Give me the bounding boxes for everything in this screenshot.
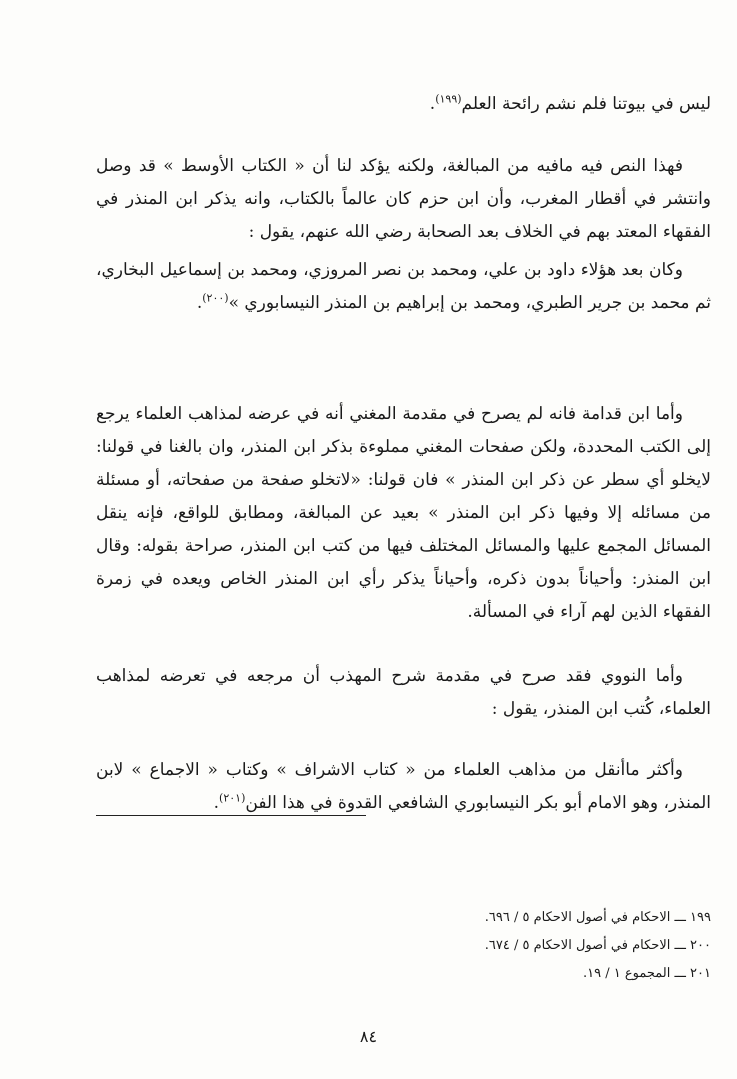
quote-text-2: وأكثر ماأنقل من مذاهب العلماء من « كتاب الاشراف » وكتاب « الاجماع » لابن المنذر، وهو الامام أبو بكر النيسابوري الشافعي القدوة في هذا الفن <box>96 760 711 813</box>
quote-period-2: . <box>213 793 220 813</box>
paragraph-2-quote <box>96 254 711 320</box>
quote-text: وكان بعد هؤلاء داود بن علي، ومحمد بن نصر المروزي، ومحمد بن إسماعيل البخاري، ثم محمد بن جرير الطبري، ومحمد بن إبراهيم بن المنذر النيسابوري » <box>96 260 711 313</box>
paragraph-1: فهذا النص فيه مافيه من المبالغة، ولكنه يؤكد لنا أن « الكتاب الأوسط » قد وصل وانتشر في أقطار المغرب، وأن ابن حزم كان عالماً بالكتاب، وانه يذكر ابن المنذر في الفقهاء المعتد بهم في الخلاف بعد الصحابة رضي الله عنهم، يقول : <box>96 156 711 242</box>
footnote-ref-201: (٢٠١) <box>219 791 246 805</box>
footnote-201: ٢٠١ ـــ المجموع ١ / ١٩. <box>583 966 711 981</box>
intro-period: . <box>429 94 436 114</box>
footnote-199: ١٩٩ ـــ الاحكام في أصول الاحكام ٥ / ٦٩٦. <box>484 910 711 925</box>
intro-line <box>96 88 711 121</box>
footnote-ref-200: (٢٠٠) <box>202 291 229 305</box>
page-number: ٨٤ <box>359 1027 378 1046</box>
quote-period: . <box>196 293 203 313</box>
page-body <box>96 78 711 1079</box>
footnotes-list <box>96 904 711 988</box>
paragraph-5-quote <box>96 754 711 820</box>
paragraph-4: وأما النووي فقد صرح في مقدمة شرح المهذب أن مرجعه في تعرضه لمذاهب العلماء، كُتب ابن المنذر، يقول : <box>96 666 711 719</box>
footnote-ref-199: (١٩٩) <box>435 92 462 106</box>
paragraph-3: وأما ابن قدامة فانه لم يصرح في مقدمة المغني أنه في عرضه لمذاهب العلماء يرجع إلى الكتب المحددة، ولكن صفحات المغني مملوءة بذكر ابن المنذر، وان بالغنا في قولنا: لايخلو أي سطر عن ذكر ابن المنذر » فان قولنا: «لاتخلو صفحة من صفحاته، أو مسئلة من مسائله إلا وفيها ذكر ابن المنذر » بعيد عن المبالغة، ومطابق للواقع، فإنه ينقل المسائل المجمع عليها والمسائل المختلف فيها من كتب ابن المنذر، صراحة بقوله: وقال ابن المنذر: وأحياناً بدون ذكره، وأحياناً يذكر رأي ابن المنذر الخاص ويعده في زمرة الفقهاء الذين لهم آراء في المسألة. <box>96 404 711 622</box>
intro-text: ليس في بيوتنا فلم نشم رائحة العلم <box>461 94 711 114</box>
footnote-200: ٢٠٠ ـــ الاحكام في أصول الاحكام ٥ / ٦٧٤. <box>484 938 711 953</box>
footnote-divider <box>96 815 366 816</box>
